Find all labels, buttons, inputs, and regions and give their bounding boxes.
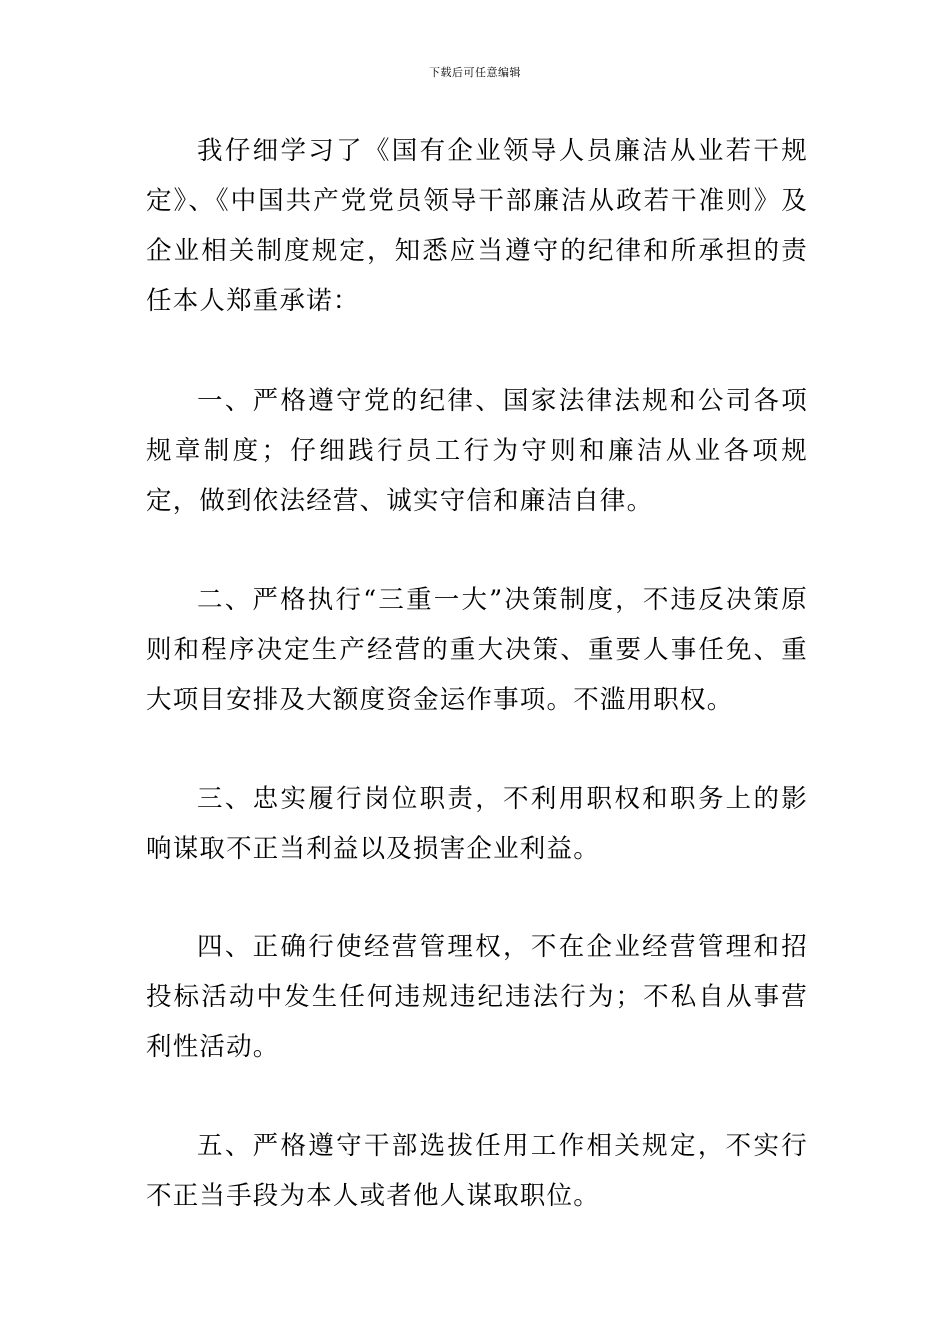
paragraph-commitment-2: 二、严格执行“三重一大”决策制度，不违反决策原则和程序决定生产经营的重大决策、重要人事任免、重大项目安排及大额度资金运作事项。不滥用职权。 — [146, 585, 808, 715]
paragraph-commitment-3: 三、忠实履行岗位职责，不利用职权和职务上的影响谋取不正当利益以及损害企业利益。 — [146, 784, 808, 864]
paragraph-commitment-5: 五、严格遵守干部选拔任用工作相关规定，不实行不正当手段为本人或者他人谋取职位。 — [146, 1131, 808, 1211]
paragraph-commitment-1: 一、严格遵守党的纪律、国家法律法规和公司各项规章制度；仔细践行员工行为守则和廉洁从业各项规定，做到依法经营、诚实守信和廉洁自律。 — [146, 386, 808, 516]
paragraph-commitment-4: 四、正确行使经营管理权，不在企业经营管理和招投标活动中发生任何违规违纪违法行为；不私自从事营利性活动。 — [146, 932, 808, 1062]
paragraph-intro: 我仔细学习了《国有企业领导人员廉洁从业若干规定》、《中国共产党党员领导干部廉洁从政若干准则》及企业相关制度规定，知悉应当遵守的纪律和所承担的责任本人郑重承诺： — [146, 136, 808, 316]
header-note: 下载后可任意编辑 — [429, 66, 521, 79]
